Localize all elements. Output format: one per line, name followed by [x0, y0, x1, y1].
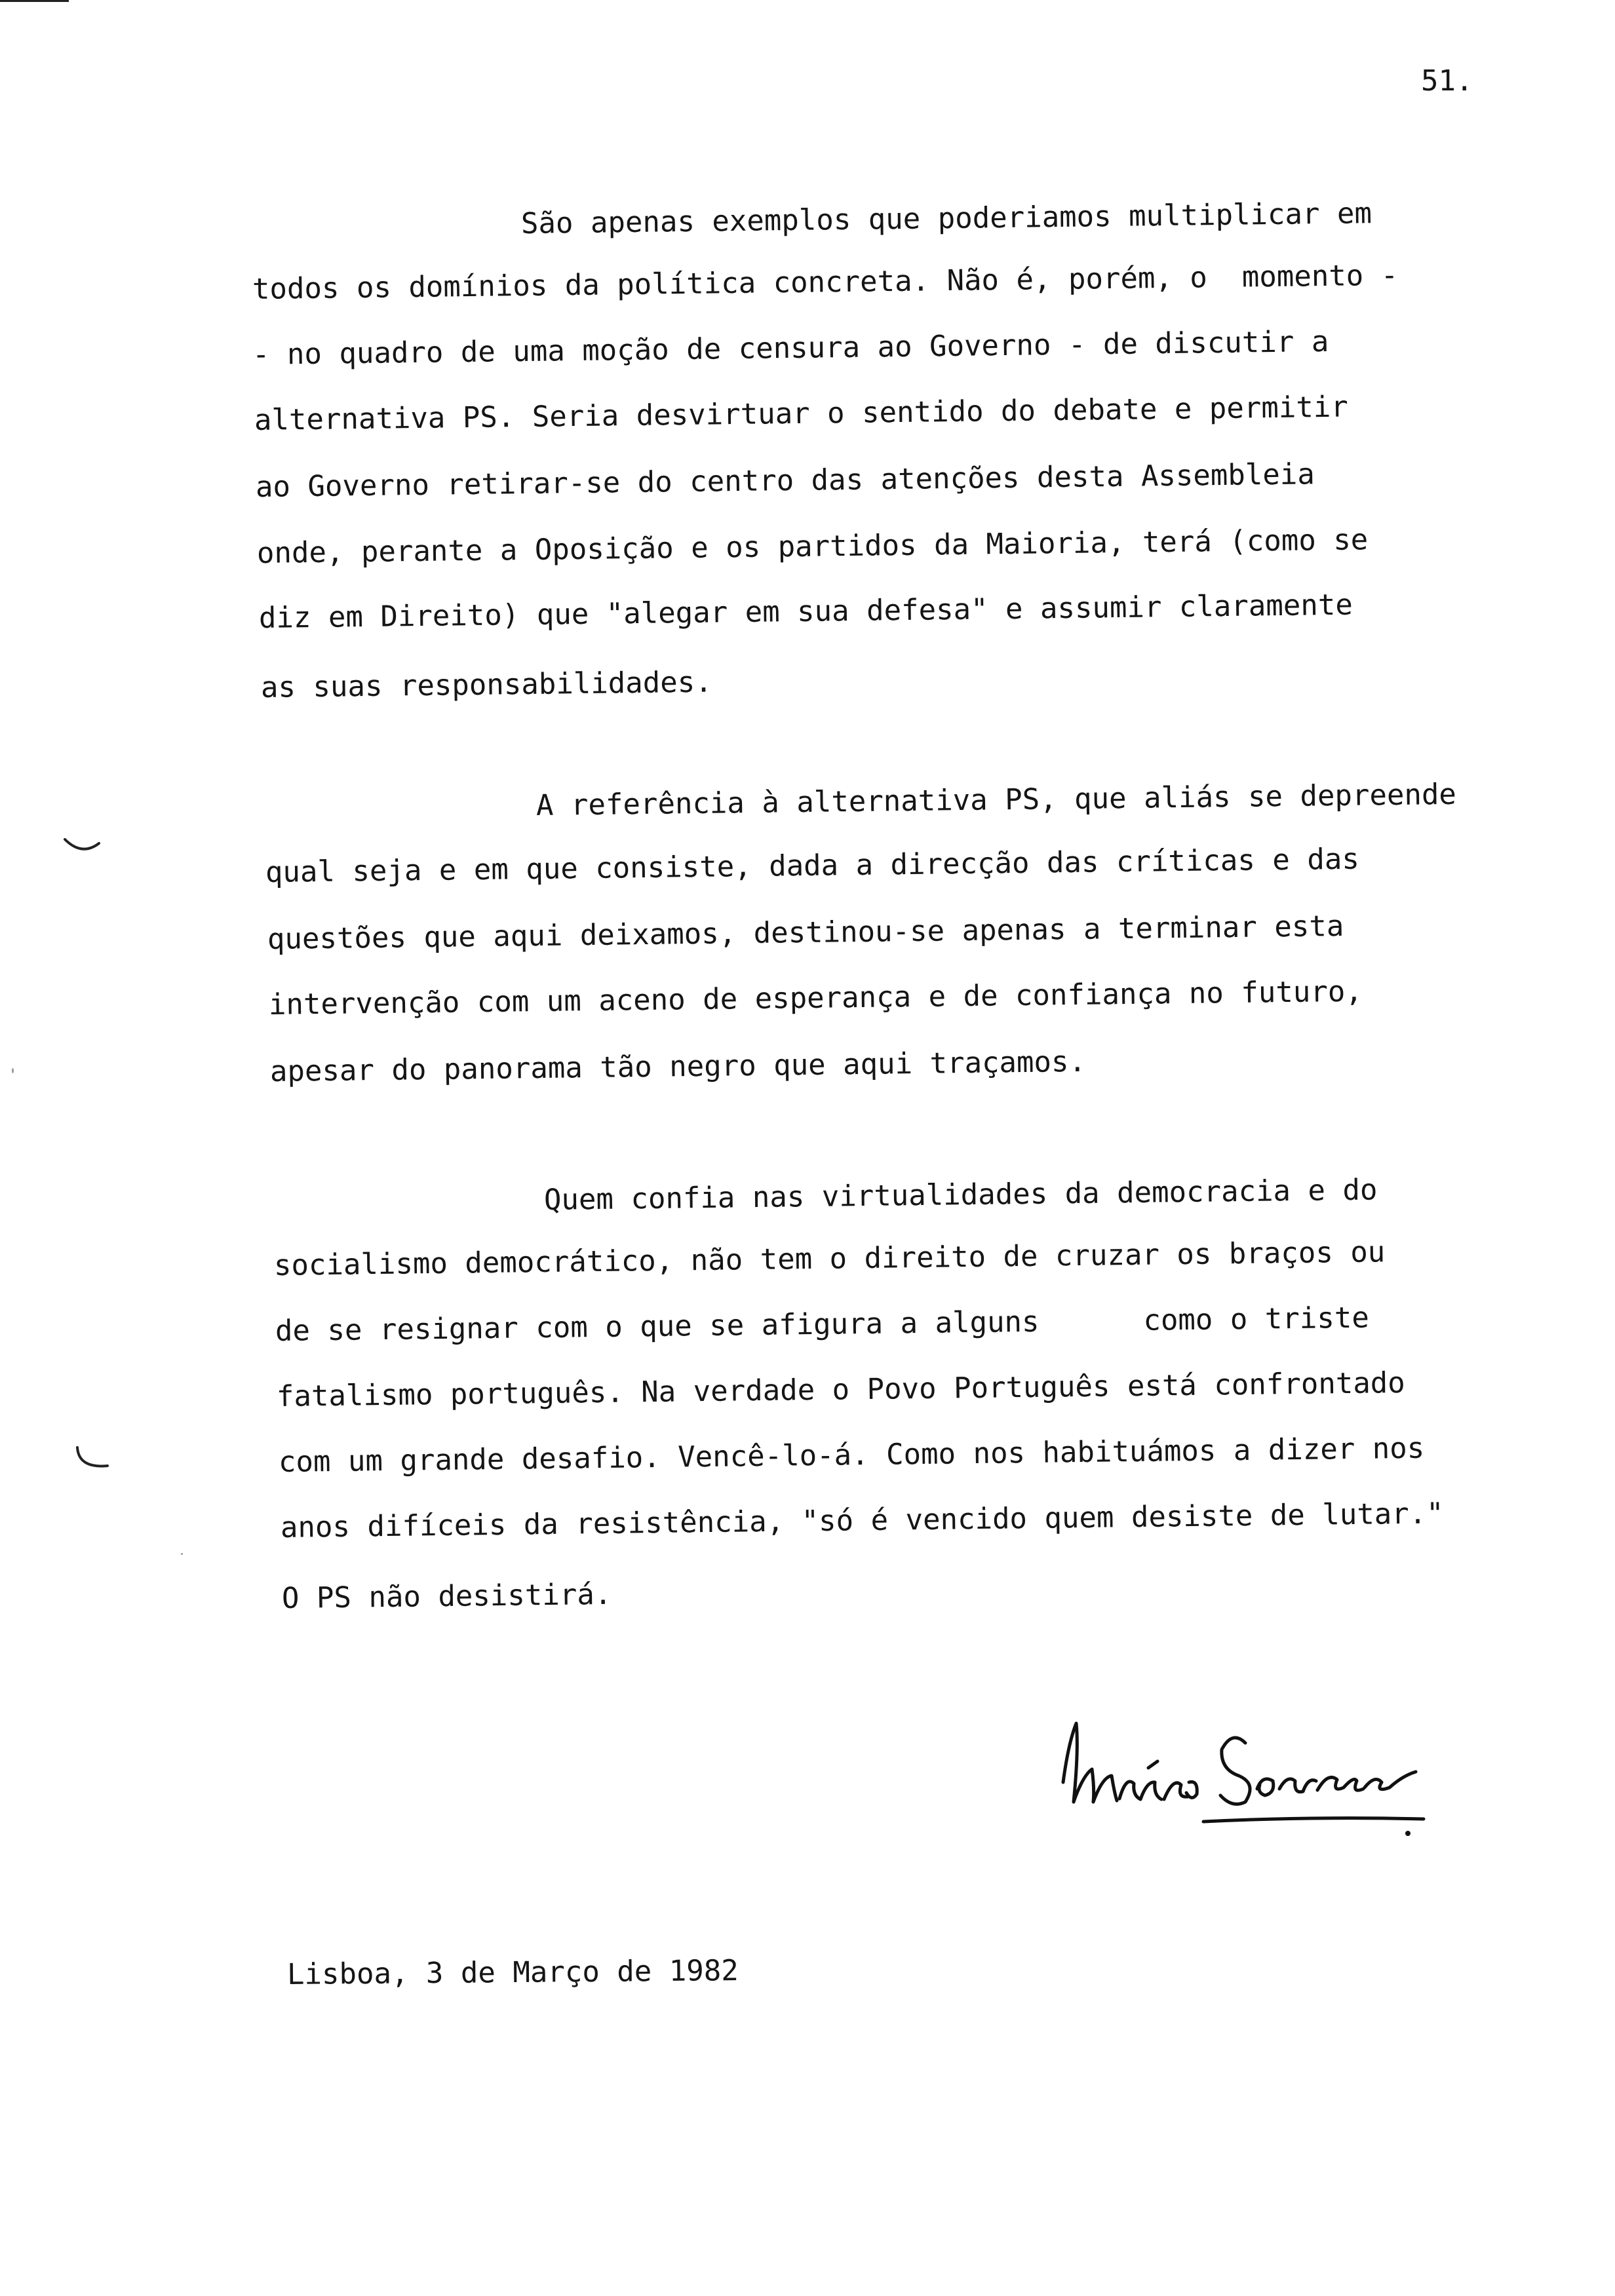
paragraph-2-line-3: questões que aqui deixamos, destinou-se apenas a terminar esta — [267, 909, 1344, 956]
paragraph-2-line-5: apesar do panorama tão negro que aqui traçamos. — [269, 1044, 1087, 1088]
signature-scribble — [1049, 1704, 1442, 1848]
paragraph-3-line-5: com um grande desafio. Vencê-lo-á. Como nos habituámos a dizer nos — [278, 1431, 1425, 1479]
place-date: Lisboa, 3 de Março de 1982 — [286, 1953, 739, 1991]
paragraph-1-line-3: - no quadro de uma moção de censura ao Governo - de discutir a — [252, 324, 1329, 372]
paragraph-2-line-1: A referência à alternativa PS, que aliás se depreende — [535, 777, 1457, 822]
paragraph-3-line-2: socialismo democrático, não tem o direito de cruzar os braços ou — [273, 1235, 1386, 1282]
paragraph-3-line-1: Quem confia nas virtualidades da democracia e do — [543, 1173, 1378, 1217]
page-number: 51. — [1421, 64, 1473, 98]
punch-mark-upper — [62, 835, 102, 862]
paragraph-3-line-4: fatalismo português. Na verdade o Povo Português está confrontado — [276, 1366, 1406, 1413]
margin-speck — [181, 1553, 183, 1555]
paragraph-1-line-7: diz em Direito) que "alegar em sua defesa" e assumir claramente — [258, 588, 1353, 635]
paragraph-1-line-1: São apenas exemplos que poderiamos multiplicar em — [520, 197, 1372, 240]
paragraph-3-line-7: O PS não desistirá. — [281, 1577, 612, 1615]
paragraph-3-line-6: anos difíceis da resistência, "só é vencido quem desiste de lutar." — [280, 1497, 1445, 1544]
corner-rule — [0, 0, 69, 2]
paragraph-1-line-6: onde, perante a Oposição e os partidos da Maioria, terá (como se — [256, 523, 1369, 570]
margin-speck — [12, 1068, 14, 1073]
paragraph-2-line-2: qual seja e em que consiste, dada a direcção das críticas e das — [265, 842, 1360, 889]
signature — [1049, 1704, 1442, 1848]
punch-mark-lower — [73, 1445, 113, 1474]
paragraph-1-line-4: alternativa PS. Seria desvirtuar o sentido do debate e permitir — [254, 390, 1349, 437]
paragraph-1-line-2: todos os domínios da política concreta. Não é, porém, o momento - — [252, 258, 1399, 306]
paragraph-1-line-8: as suas responsabilidades. — [260, 665, 713, 704]
paragraph-3-line-3: de se resignar com o que se afigura a alguns como o triste — [275, 1301, 1370, 1348]
paragraph-1-line-5: ao Governo retirar-se do centro das atenções desta Assembleia — [255, 457, 1315, 504]
paragraph-2-line-4: intervenção com um aceno de esperança e de confiança no futuro, — [268, 974, 1363, 1022]
